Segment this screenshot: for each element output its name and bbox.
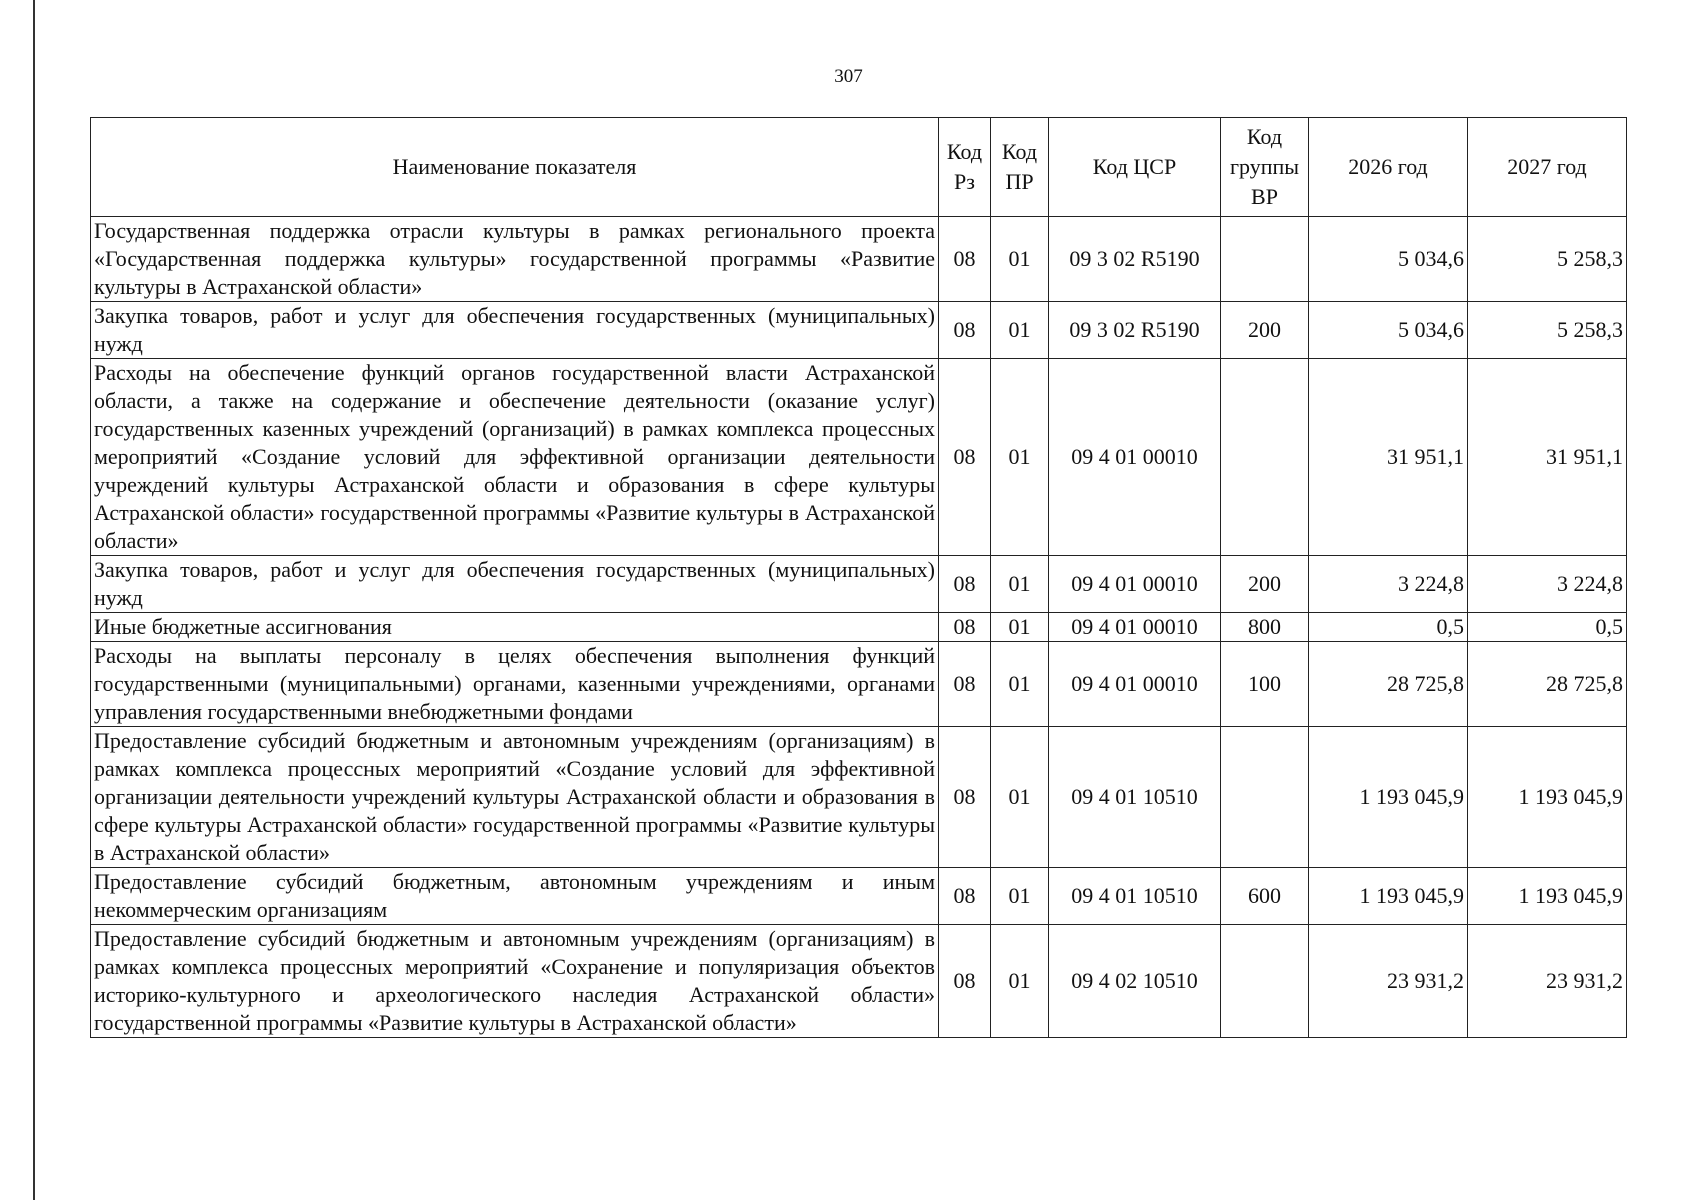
cell-name: Иные бюджетные ассигнования: [91, 613, 939, 642]
cell-2026: 31 951,1: [1309, 359, 1468, 556]
cell-csr: 09 4 01 10510: [1049, 727, 1221, 868]
cell-vr: 800: [1221, 613, 1309, 642]
cell-pr: 01: [991, 642, 1049, 727]
cell-pr: 01: [991, 613, 1049, 642]
cell-rz: 08: [939, 868, 991, 925]
cell-2027: 0,5: [1468, 613, 1627, 642]
table-row: [91, 727, 1627, 868]
header-name: Наименование показателя: [91, 118, 939, 217]
cell-2027: 28 725,8: [1468, 642, 1627, 727]
cell-rz: 08: [939, 642, 991, 727]
cell-2027: 5 258,3: [1468, 217, 1627, 302]
cell-name: Предоставление субсидий бюджетным и автономным учреждениям (организациям) в рамках комплекса процессных мероприятий «Сохранение и популяризация объектов историко-культурного и археологического наследия Астраханской области» государственной программы «Развитие культуры в Астраханской области»: [91, 925, 939, 1038]
cell-2026: 5 034,6: [1309, 302, 1468, 359]
table-row: [91, 642, 1627, 727]
cell-vr: [1221, 359, 1309, 556]
header-pr: Код ПР: [991, 118, 1049, 217]
cell-rz: 08: [939, 217, 991, 302]
cell-csr: 09 3 02 R5190: [1049, 217, 1221, 302]
cell-csr: 09 4 02 10510: [1049, 925, 1221, 1038]
cell-name: Расходы на выплаты персоналу в целях обеспечения выполнения функций государственными (муниципальными) органами, казенными учреждениями, органами управления государственными внебюджетными фондами: [91, 642, 939, 727]
cell-pr: 01: [991, 359, 1049, 556]
cell-name: Расходы на обеспечение функций органов государственной власти Астраханской области, а также на содержание и обеспечение деятельности (оказание услуг) государственных казенных учреждений (организаций) в рамках комплекса процессных мероприятий «Создание условий для эффективной организации деятельности учреждений культуры Астраханской области и образования в сфере культуры Астраханской области» государственной программы «Развитие культуры в Астраханской области»: [91, 359, 939, 556]
cell-vr: 200: [1221, 556, 1309, 613]
cell-name: Государственная поддержка отрасли культуры в рамках регионального проекта «Государственная поддержка культуры» государственной программы «Развитие культуры в Астраханской области»: [91, 217, 939, 302]
cell-csr: 09 4 01 00010: [1049, 556, 1221, 613]
cell-pr: 01: [991, 868, 1049, 925]
cell-rz: 08: [939, 556, 991, 613]
cell-2026: 1 193 045,9: [1309, 868, 1468, 925]
cell-csr: 09 4 01 00010: [1049, 613, 1221, 642]
cell-2027: 23 931,2: [1468, 925, 1627, 1038]
cell-vr: [1221, 727, 1309, 868]
cell-2026: 23 931,2: [1309, 925, 1468, 1038]
cell-2026: 3 224,8: [1309, 556, 1468, 613]
cell-csr: 09 4 01 10510: [1049, 868, 1221, 925]
table-row: [91, 868, 1627, 925]
page-number: 307: [834, 66, 863, 87]
budget-table: [90, 117, 1627, 1038]
table-row: [91, 359, 1627, 556]
cell-csr: 09 3 02 R5190: [1049, 302, 1221, 359]
cell-vr: 600: [1221, 868, 1309, 925]
header-2027: 2027 год: [1468, 118, 1627, 217]
cell-csr: 09 4 01 00010: [1049, 642, 1221, 727]
table-row: [91, 613, 1627, 642]
cell-vr: [1221, 217, 1309, 302]
header-2026: 2026 год: [1309, 118, 1468, 217]
table-row: [91, 217, 1627, 302]
cell-rz: 08: [939, 727, 991, 868]
cell-pr: 01: [991, 302, 1049, 359]
cell-2027: 5 258,3: [1468, 302, 1627, 359]
cell-vr: [1221, 925, 1309, 1038]
cell-pr: 01: [991, 217, 1049, 302]
cell-vr: 200: [1221, 302, 1309, 359]
cell-rz: 08: [939, 302, 991, 359]
cell-2026: 1 193 045,9: [1309, 727, 1468, 868]
cell-rz: 08: [939, 925, 991, 1038]
cell-2026: 28 725,8: [1309, 642, 1468, 727]
cell-vr: 100: [1221, 642, 1309, 727]
table-row: [91, 925, 1627, 1038]
cell-name: Предоставление субсидий бюджетным, автономным учреждениям и иным некоммерческим организациям: [91, 868, 939, 925]
cell-pr: 01: [991, 727, 1049, 868]
header-rz: Код Рз: [939, 118, 991, 217]
cell-rz: 08: [939, 359, 991, 556]
cell-2026: 5 034,6: [1309, 217, 1468, 302]
cell-pr: 01: [991, 556, 1049, 613]
cell-name: Закупка товаров, работ и услуг для обеспечения государственных (муниципальных) нужд: [91, 302, 939, 359]
cell-2027: 31 951,1: [1468, 359, 1627, 556]
header-vr: Код группы ВР: [1221, 118, 1309, 217]
cell-2026: 0,5: [1309, 613, 1468, 642]
cell-name: Предоставление субсидий бюджетным и автономным учреждениям (организациям) в рамках комплекса процессных мероприятий «Создание условий для эффективной организации деятельности учреждений культуры Астраханской области и образования в сфере культуры Астраханской области» государственной программы «Развитие культуры в Астраханской области»: [91, 727, 939, 868]
cell-2027: 3 224,8: [1468, 556, 1627, 613]
table-header-row: [91, 118, 1627, 217]
cell-csr: 09 4 01 00010: [1049, 359, 1221, 556]
table-row: [91, 556, 1627, 613]
cell-pr: 01: [991, 925, 1049, 1038]
table-row: [91, 302, 1627, 359]
cell-rz: 08: [939, 613, 991, 642]
cell-2027: 1 193 045,9: [1468, 727, 1627, 868]
cell-2027: 1 193 045,9: [1468, 868, 1627, 925]
binding-margin-line: [33, 0, 35, 1200]
header-csr: Код ЦСР: [1049, 118, 1221, 217]
cell-name: Закупка товаров, работ и услуг для обеспечения государственных (муниципальных) нужд: [91, 556, 939, 613]
